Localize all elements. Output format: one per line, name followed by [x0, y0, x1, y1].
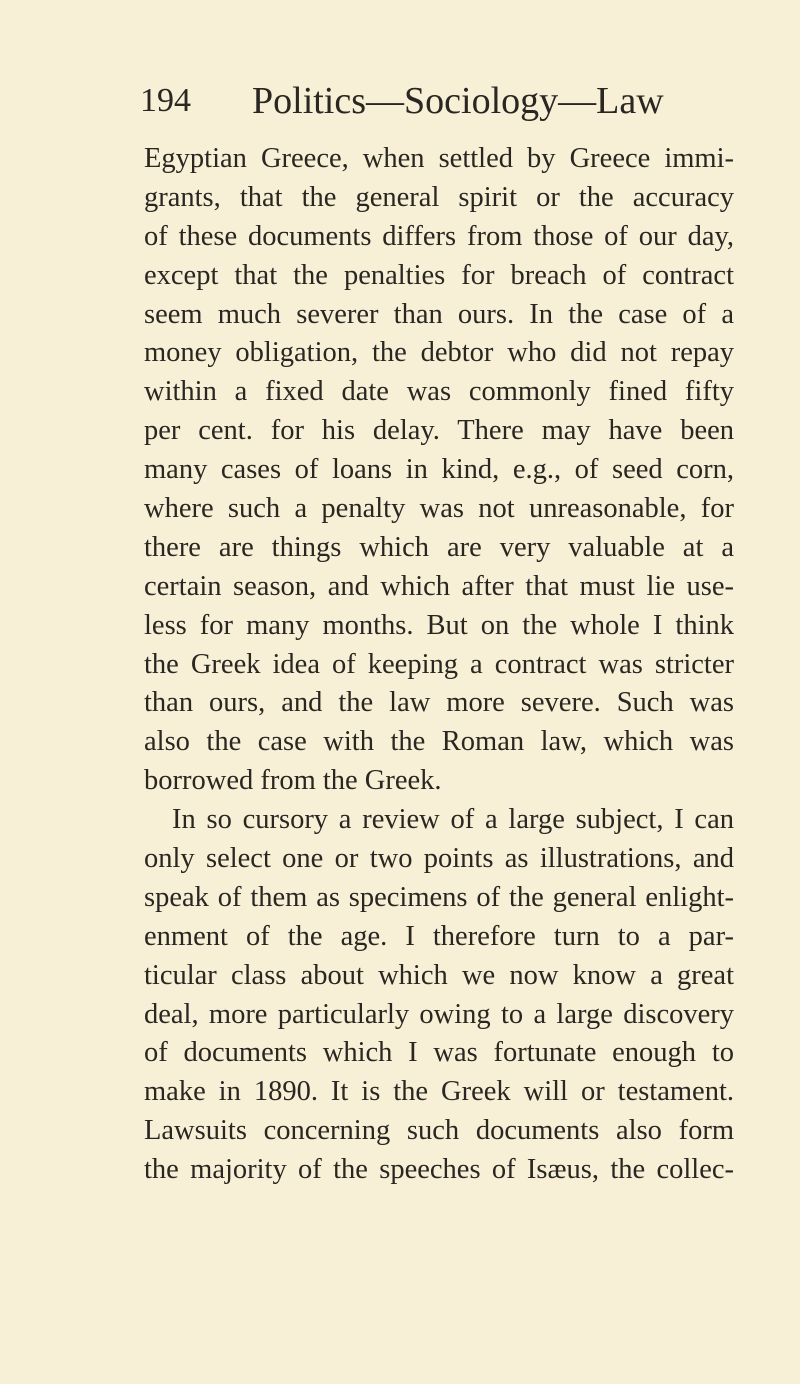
text-line: ticular class about which we now know a great [144, 959, 734, 991]
text-line: also the case with the Roman law, which was [144, 726, 734, 758]
text-line: grants, that the general spirit or the accuracy [144, 181, 734, 213]
text-line: enment of the age. I therefore turn to a par- [144, 920, 734, 952]
text-line: speak of them as specimens of the general enlight- [144, 881, 734, 913]
text-line: certain season, and which after that must lie use- [144, 570, 734, 602]
text-line: money obligation, the debtor who did not repay [144, 337, 734, 369]
text-line: per cent. for his delay. There may have been [144, 415, 734, 447]
text-line: In so cursory a review of a large subject, I can [172, 804, 734, 836]
running-title: Politics—Sociology—Law [252, 80, 664, 122]
text-line: Egyptian Greece, when settled by Greece immi- [144, 143, 734, 174]
running-head [140, 76, 700, 126]
text-line: except that the penalties for breach of contract [144, 259, 734, 291]
text-line: borrowed from the Greek. [144, 765, 442, 797]
text-line: deal, more particularly owing to a large discovery [144, 998, 734, 1030]
text-line: where such a penalty was not unreasonable, for [144, 493, 734, 525]
text-line: make in 1890. It is the Greek will or testament. [144, 1076, 734, 1108]
text-line: Lawsuits concerning such documents also form [144, 1115, 734, 1147]
text-line: there are things which are very valuable at a [144, 531, 734, 563]
text-line: within a fixed date was commonly fined fifty [144, 376, 734, 408]
body-text [144, 140, 734, 1190]
text-line: the majority of the speeches of Isæus, the collec- [144, 1154, 734, 1186]
text-line: many cases of loans in kind, e.g., of seed corn, [144, 454, 734, 486]
text-line: less for many months. But on the whole I think [144, 609, 734, 641]
text-line: than ours, and the law more severe. Such was [144, 687, 734, 719]
text-line: of these documents differs from those of our day, [144, 220, 734, 252]
text-line: the Greek idea of keeping a contract was stricter [144, 648, 734, 680]
text-line: of documents which I was fortunate enough to [144, 1037, 734, 1069]
text-line: seem much severer than ours. In the case of a [144, 298, 734, 330]
text-line: only select one or two points as illustrations, and [144, 843, 734, 875]
page-number: 194 [140, 82, 191, 119]
